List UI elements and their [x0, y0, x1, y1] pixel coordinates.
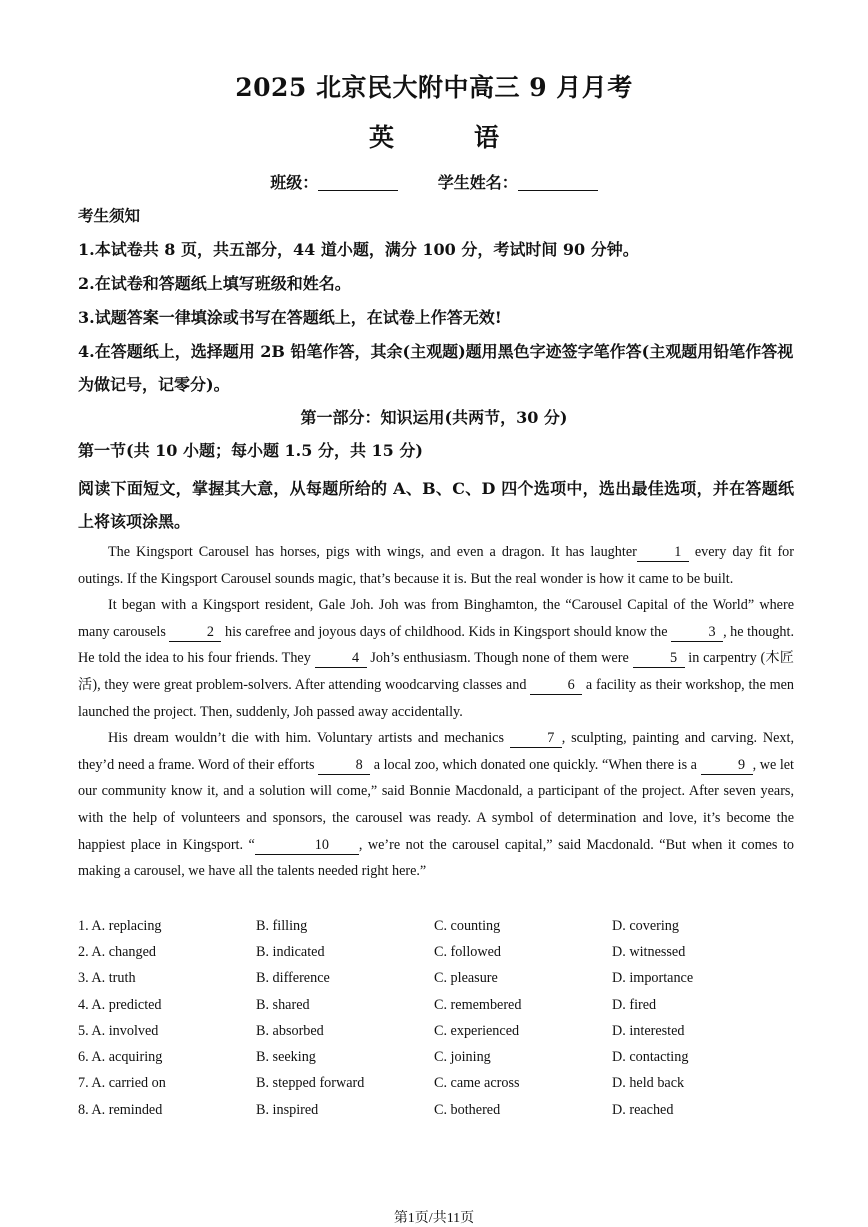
subject-title: [0, 118, 868, 154]
blank-7: 7: [510, 729, 562, 748]
passage-text: It began with a Kingsport resident, Gale Joh. Joh was from Binghamton, the “Carousel Capital of the World” where many carousels: [78, 597, 794, 640]
option-c: C. followed: [434, 943, 501, 960]
notice-rule-1: 1.本试卷共 8 页，共五部分，44 道小题，满分 100 分，考试时间 90 分钟。: [78, 240, 639, 259]
part-heading: 第一部分：知识运用(共两节，30 分): [300, 408, 568, 427]
option-row-8: [78, 1097, 794, 1123]
option-c: C. came across: [434, 1075, 520, 1092]
name-blank: [518, 174, 598, 191]
passage-text: a local zoo, which donated one quickly. “When there is a: [370, 756, 701, 773]
option-a: 6. A. acquiring: [78, 1049, 163, 1066]
name-label: 学生姓名：: [437, 173, 518, 192]
passage-paragraph-3: [78, 725, 794, 885]
option-d: D. fired: [612, 996, 657, 1013]
option-a: 7. A. carried on: [78, 1075, 166, 1092]
option-row-5: [78, 1018, 794, 1044]
blank-3: 3: [671, 623, 723, 642]
option-d: D. interested: [612, 1022, 685, 1039]
option-b: B. absorbed: [256, 1022, 324, 1039]
option-c: C. joining: [434, 1049, 491, 1066]
option-d: D. contacting: [612, 1049, 689, 1066]
blank-8: 8: [318, 756, 370, 775]
option-d: D. reached: [612, 1101, 674, 1118]
page-number: 第1页/共11页: [393, 1211, 475, 1226]
option-row-1: [78, 913, 794, 939]
option-a: 3. A. truth: [78, 970, 136, 987]
class-blank: [318, 174, 398, 191]
blank-2: 2: [169, 623, 221, 642]
option-row-2: [78, 939, 794, 965]
passage-text: Joh’s enthusiasm. Though none of them were: [366, 650, 633, 667]
subject-char-2: 语: [474, 123, 540, 152]
option-b: B. shared: [256, 996, 310, 1013]
section-instruction: 阅读下面短文，掌握其大意，从每题所给的 A、B、C、D 四个选项中，选出最佳选项，并在答题纸上将该项涂黑。: [78, 479, 794, 531]
option-b: B. inspired: [256, 1101, 319, 1118]
blank-4: 4: [315, 649, 367, 668]
option-b: B. indicated: [256, 943, 325, 960]
option-d: D. covering: [612, 917, 679, 934]
student-info-line: [0, 170, 868, 193]
option-b: B. seeking: [256, 1049, 316, 1066]
passage-text: , sculpting, painting and carving. Next, they’d need a frame. Word of their efforts: [78, 730, 794, 773]
exam-title: 2025 北京民大附中高三 9 月月考: [235, 73, 633, 102]
option-c: C. remembered: [434, 996, 522, 1013]
passage-text: , he thought. He told the idea to his four friends. They: [78, 623, 794, 667]
option-c: C. pleasure: [434, 970, 498, 987]
option-c: C. bothered: [434, 1101, 501, 1118]
option-row-4: [78, 992, 794, 1018]
passage-paragraph-1: [78, 539, 794, 592]
passage-text: every day fit for outings. If the Kingsport Carousel sounds magic, that’s because it is. But the real wonder is how it came to be built.: [78, 544, 794, 587]
option-b: B. filling: [256, 917, 308, 934]
option-a: 5. A. involved: [78, 1022, 159, 1039]
blank-9: 9: [701, 756, 753, 775]
option-a: 1. A. replacing: [78, 917, 162, 934]
option-d: D. importance: [612, 970, 694, 987]
options-list: [78, 913, 794, 1123]
option-d: D. witnessed: [612, 943, 686, 960]
blank-1: 1: [637, 543, 689, 562]
option-row-6: [78, 1044, 794, 1070]
passage-text: in carpentry (木匠活), they were great problem-solvers. After attending woodcarving classes and: [78, 650, 794, 693]
passage-text: His dream wouldn’t die with him. Voluntary artists and mechanics: [108, 730, 510, 747]
passage-paragraph-2: [78, 592, 794, 725]
class-label: 班级：: [270, 173, 319, 192]
subject-char-1: 英: [368, 123, 434, 152]
notice-heading: 考生须知: [78, 206, 141, 225]
option-d: D. held back: [612, 1075, 685, 1092]
option-a: 2. A. changed: [78, 943, 157, 960]
option-b: B. stepped forward: [256, 1075, 365, 1092]
notice-rule-2: 2.在试卷和答题纸上填写班级和姓名。: [78, 274, 351, 293]
blank-5: 5: [633, 649, 685, 668]
notice-rule-3: 3.试题答案一律填涂或书写在答题纸上，在试卷上作答无效!: [78, 308, 502, 327]
passage-text: The Kingsport Carousel has horses, pigs with wings, and even a dragon. It has laughter: [108, 544, 637, 560]
passage-text: , we let our community know it, and a solution will come,” said Bonnie Macdonald, a participant of the project. After seven years, with the help of volunteers and sponsors, the carousel was ready. A symbol of determination and love, it’s become the happiest place in Kingsport. “: [78, 756, 794, 853]
option-c: C. counting: [434, 917, 501, 934]
option-b: B. difference: [256, 970, 330, 987]
option-c: C. experienced: [434, 1022, 520, 1039]
passage-text: a facility as their workshop, the men launched the project. Then, suddenly, Joh passed away accidentally.: [78, 676, 794, 720]
blank-6: 6: [530, 676, 582, 695]
option-a: 8. A. reminded: [78, 1101, 163, 1118]
cloze-passage: [78, 539, 794, 885]
option-row-3: [78, 966, 794, 992]
option-row-7: [78, 1071, 794, 1097]
section-heading: 第一节(共 10 小题；每小题 1.5 分，共 15 分): [78, 441, 423, 460]
option-a: 4. A. predicted: [78, 996, 162, 1013]
notice-rule-4: 4.在答题纸上，选择题用 2B 铅笔作答，其余(主观题)题用黑色字迹签字笔作答(主观题用铅笔作答视为做记号，记零分)。: [78, 342, 794, 394]
blank-10: 10: [255, 836, 359, 855]
passage-text: , we’re not the carousel capital,” said Macdonald. “But when it comes to making a carousel, we have all the talents needed right here.”: [78, 836, 794, 880]
passage-text: his carefree and joyous days of childhood. Kids in Kingsport should know the: [221, 623, 672, 640]
